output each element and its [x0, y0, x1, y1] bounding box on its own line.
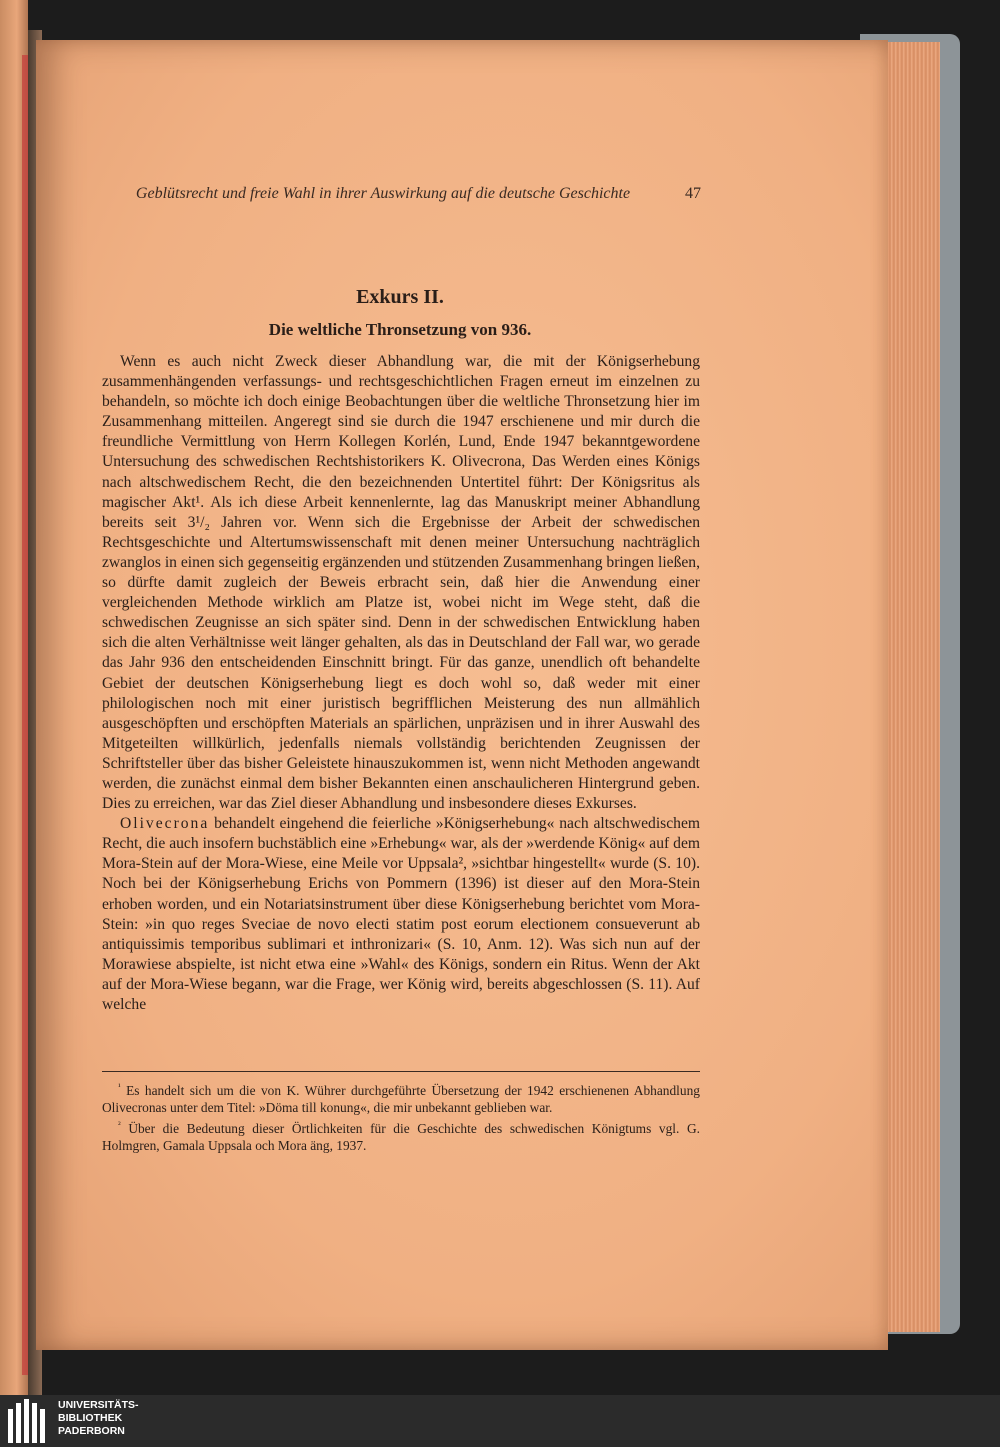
paragraph-2: [102, 814, 700, 1015]
footnote-1-marker: ¹: [118, 1081, 121, 1092]
logo-line-2: BIBLIOTHEK: [58, 1412, 123, 1424]
logo-line-1: UNIVERSITÄTS-: [58, 1399, 139, 1411]
footnotes: [102, 1082, 700, 1158]
paragraph-2-text: behandelt eingehend die feierliche »Königserhebung« nach altschwedischem Recht, die auch insofern buchstäblich eine »Erhebung« war, als der »werdende König« auf dem Mora-Stein auf der Mora-Wiese, eine Meile vor Uppsala², »sichtbar hingestellt« wurde (S. 10). Noch bei der Königserhebung Erichs von Pommern (1396) ist dieser auf den Mora-Stein erhoben worden, und ein Notariatsinstrument über diese Königserhebung berichtet vom Mora-Stein: »in quo reges Sveciae de novo electi statim post eorum electionem consueverunt ab antiquissimis temporibus sublimari et inthronizari« (S. 10, Anm. 12). Was sich nun auf der Morawiese abspielte, ist nicht etwa eine »Wahl« des Königs, sondern ein Ritus. Wenn der Akt auf der Mora-Wiese begann, war die Frage, wer König wird, bereits abgeschlossen (S. 11). Auf welche: [102, 815, 700, 1013]
library-logo-text: [58, 1399, 139, 1438]
footnote-2-marker: ²: [118, 1119, 121, 1130]
running-head: [95, 185, 701, 203]
section-heading: Exkurs II.: [356, 286, 444, 308]
library-logo-icon: [8, 1399, 50, 1443]
paragraph-1-text: Wenn es auch nicht Zweck dieser Abhandlung war, die mit der Königserhebung zusammenhängenden verfassungs- und rechtsgeschichtlichen Fragen erneut im einzelnen zu behandeln, so möchte ich doch einige Beobachtungen über die weltliche Thronsetzung hier im Zusammenhang mitteilen. Angeregt sind sie durch die 1947 erschienene und mir durch die freundliche Vermittlung von Herrn Kollegen Korlén, Lund, Ende 1947 bekanntgewordene Untersuchung des schwedischen Rechtshistorikers K. Olivecrona, Das Werden eines Königs nach altschwedischem Recht, die den bezeichnenden Untertitel führt: Der Königsritus als magischer Akt¹. Als ich diese Arbeit kennenlernte, lag das Manuskript meiner Abhandlung bereits seit 3¹/₂ Jahren vor. Wenn sich die Ergebnisse der Arbeit der schwedischen Rechtsgeschichte und Altertumswissenschaft mit denen meiner Untersuchung nachträglich zwanglos in einen sich gegenseitig ergänzenden und stützenden Zusammenhang bringen ließen, so dürfte damit zugleich der Beweis erbracht sein, daß hier die Anwendung einer vergleichenden Methode wirklich am Platze ist, wobei nicht im Wege steht, daß die schwedischen Zeugnisse an sich später sind. Denn in der schwedischen Entwicklung haben sich die alten Verhältnisse weit länger gehalten, als das in Deutschland der Fall war, wo gerade das Jahr 936 den entscheidenden Einschnitt bringt. Für das ganze, unendlich oft behandelte Gebiet der deutschen Königserhebung liegt es doch wohl so, daß weder mit einer philologischen noch mit einer juristisch begrifflichen Meisterung des nun allmählich ausgeschöpften und erschöpften Materials an spärlichen, unpräzisen und in ihrer Auswahl des Mitgeteilten willkürlich, jedenfalls niemals vollständig berichtenden Zeugnissen der Schriftsteller über das bisher Geleistete hinauszukommen ist, wenn nicht Methoden angewandt werden, die zunächst einmal dem bisher Bekannten einen anschaulicheren Hintergrund geben. Dies zu erreichen, war das Ziel dieser Abhandlung und insbesondere dieses Exkurses.: [102, 353, 700, 813]
page-number: 47: [685, 185, 701, 202]
footnote-2: [102, 1120, 700, 1154]
logo-line-3: PADERBORN: [58, 1425, 125, 1437]
section-subheading: Die weltliche Thronsetzung von 936.: [268, 320, 532, 339]
paragraph-1: [102, 352, 700, 814]
footnote-1-text: Es handelt sich um die von K. Wührer durchgeführte Übersetzung der 1942 erschienenen Abhandlung Olivecronas unter dem Titel: »Döma till konung«, die mir unbekannt geblieben war.: [102, 1083, 700, 1115]
footnote-1: [102, 1082, 700, 1116]
paragraph-2-lead: Olivecrona: [120, 815, 210, 833]
footer-bar: [0, 1395, 1000, 1447]
footnote-rule: [102, 1071, 700, 1072]
body-text: [102, 352, 700, 1015]
running-head-title: Geblütsrecht und freie Wahl in ihrer Auswirkung auf die deutsche Geschichte: [135, 185, 631, 202]
footnote-2-text: Über die Bedeutung dieser Örtlichkeiten für die Geschichte des schwedischen Königtums vgl. G. Holmgren, Gamala Uppsala och Mora äng, 1937.: [102, 1121, 700, 1153]
